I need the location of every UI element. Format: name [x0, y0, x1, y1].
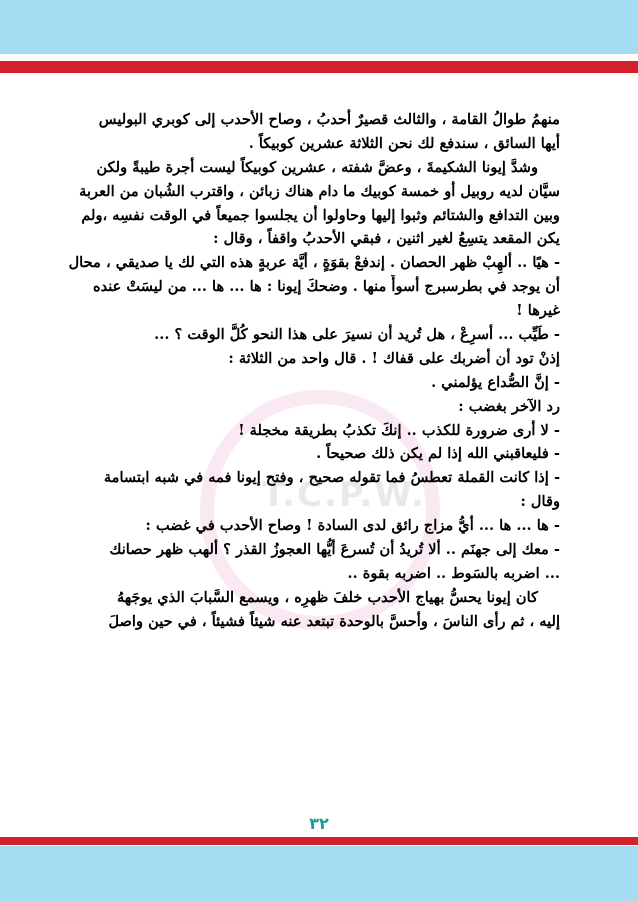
text-line: - طَيِّب ... أسرِعْ ، هل تُريد أن نسيرَ على هذا النحو كُلَّ الوقت ؟ ... [154, 326, 560, 344]
bottom-red-rule [0, 837, 638, 845]
watermark-text: T.C.P.W. [262, 475, 427, 515]
top-header-band [0, 0, 638, 54]
text-line: - فليعاقبني الله إذا لم يكن ذلك صحيحاً . [316, 445, 560, 463]
text-line: - هيًا .. ألهِبْ ظهر الحصان . إندفعْ بقوَةٍ ، أيَّة عربةٍ هذه التي لك يا صديقي ، محال [68, 254, 560, 272]
text-line: أيها السائق ، سندفع لك نحن الثلاثة عشرين كوبيكاً . [248, 134, 560, 152]
text-line: ... اضربه بالسَوط .. اضربه بقوة .. [347, 564, 560, 582]
top-red-rule [0, 61, 638, 73]
text-line: - معك إلى جهنَم .. ألا تُريدُ أن تُسرعَ أيُّها العجوزُ القذر ؟ ألهب ظهر حصانك [109, 541, 560, 559]
text-line: منهمُ طوالُ القامة ، والثالث قصيرٌ أحدبُ ، وصاح الأحدب إلى كوبري البوليس [98, 111, 560, 128]
text-line: - لا أرى ضرورة للكذب .. إنكَ تكذبُ بطريقة مخجلة ! [238, 421, 560, 439]
body-text [56, 108, 560, 634]
text-line: إذنْ تود أن أضربك على قفاك ! . قال واحد من الثلاثة : [228, 349, 560, 367]
bottom-footer-band [0, 846, 638, 901]
text-line: يكن المقعد يتسِعُ لغير اثنين ، فبقي الأحدبُ واقفاً ، وقال : [213, 230, 560, 248]
text-line: غيرها ! [516, 302, 560, 320]
text-line: وشدَّ إيونا الشكيمةَ ، وعضَّ شفته ، عشرين كوبيكاً ليست أجرة طيبةً ولكن [96, 158, 538, 176]
text-line: رد الآخر بغضب : [458, 397, 560, 415]
text-line: - إنَّ الصُّداع يؤلمني . [431, 373, 560, 391]
text-line: إليه ، ثم رأى الناسَ ، وأحسَّ بالوحدة تبتعد عنه شيئاً فشيئاً ، في حين واصلَ [108, 612, 560, 630]
text-line: سيَّان لديه روبيل أو خمسة كوبيك ما دام هناك زبائن ، واقترب الشُبان من العربة [79, 182, 560, 200]
text-line: - إذا كانت القملة تعطسُ فما تقوله صحيح ، وفتح إيونا فمه في شبه ابتسامة [103, 469, 560, 487]
text-line: وقال : [520, 493, 560, 511]
text-line: - ها ... ها ... أيُّ مزاج رائق لدى السادة ! وصاح الأحدب في غضب : [145, 517, 560, 535]
text-line: وبين التدافع والشتائم وثبوا إليها وحاولوا أن يجلسوا جميعاً في الوقت نفسِه ،ولم [81, 206, 560, 224]
text-line: كان إيونا يحسُّ بهياج الأحدب خلفَ ظهرِه ، ويسمع السَّبابَ الذي يوجَههُ [116, 588, 538, 606]
text-line: أن يوجد في بطرسبرج أسوأَ منها . وضحكَ إيونا : ها ... ها ... من ليسَتْ عنده [92, 278, 560, 296]
page-number: ٣٢ [309, 814, 329, 833]
